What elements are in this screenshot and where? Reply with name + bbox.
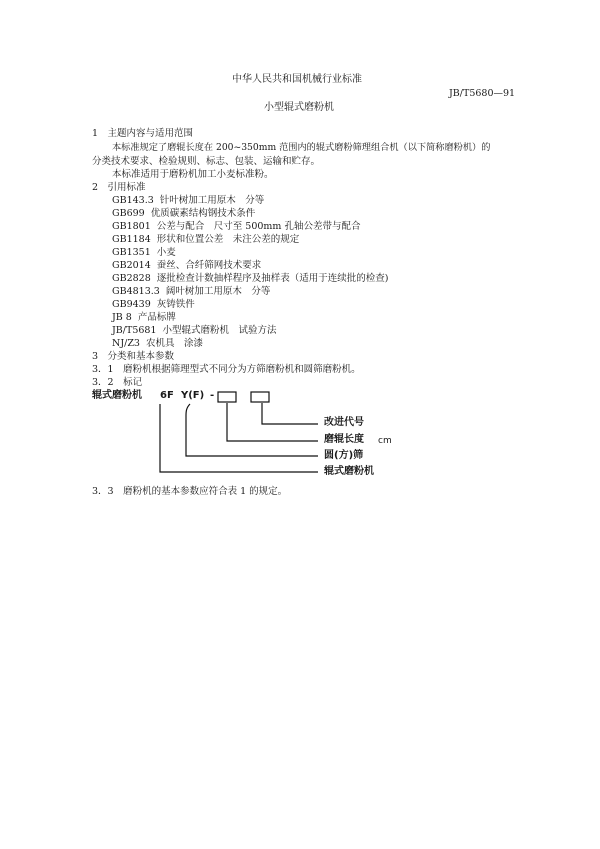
section-1-paragraph-2: 本标准适用于磨粉机加工小麦标准粉。 <box>112 169 274 180</box>
label-roll-length-unit: cm <box>378 436 392 446</box>
label-roller-mill: 辊式磨粉机 <box>324 466 374 477</box>
leader-line-roller-mill <box>160 404 318 472</box>
reference-code: JB/T5681 <box>112 325 157 336</box>
section-3-3: 3．3 磨粉机的基本参数应符合表 1 的规定。 <box>92 486 288 497</box>
standard-number: JB/T5680—91 <box>449 88 516 99</box>
reference-title: 公差与配合 尺寸至 500mm 孔轴公差带与配合 <box>156 221 361 232</box>
reference-code: GB9439 <box>112 299 151 310</box>
leader-line-improve-code <box>262 403 318 424</box>
reference-title: 针叶树加工用原木 分等 <box>159 195 265 206</box>
designation-dash: - <box>210 390 215 401</box>
leader-line-roll-length <box>227 403 318 441</box>
roll-length-box <box>251 392 269 402</box>
section-1-paragraph-line-1: 本标准规定了磨辊长度在 200~350mm 范围内的辊式磨粉筛理组合机（以下简称磨粉机）的 <box>112 142 491 153</box>
designation-code-yf: Y(F) <box>181 390 205 401</box>
section-3-heading: 3 分类和基本参数 <box>92 351 175 362</box>
reference-code: GB1351 <box>112 247 151 258</box>
reference-code: GB4813.3 <box>112 286 160 297</box>
document-title: 小型辊式磨粉机 <box>264 102 334 113</box>
section-2-heading: 2 引用标准 <box>92 182 146 193</box>
reference-title: 产品标牌 <box>137 312 176 323</box>
reference-code: GB1184 <box>112 234 151 245</box>
reference-code: GB2828 <box>112 273 151 284</box>
reference-code: JB 8 <box>112 312 132 323</box>
reference-title: 阔叶树加工用原木 分等 <box>165 286 271 297</box>
reference-code: NJ/Z3 <box>112 338 140 349</box>
section-1-paragraph-line-2: 分类技术要求、检验规则、标志、包装、运输和贮存。 <box>92 156 321 167</box>
label-round-square-sieve: 圆(方)筛 <box>324 450 364 461</box>
reference-code: GB143.3 <box>112 195 154 206</box>
reference-title: 优质碳素结构钢技术条件 <box>150 208 256 219</box>
designation-code-6f: 6F <box>160 390 174 401</box>
reference-title: 农机具 涂漆 <box>145 338 203 349</box>
label-improve-code: 改进代号 <box>324 417 364 428</box>
section-3-1: 3．1 磨粉机根据筛理型式不同分为方筛磨粉机和圆筛磨粉机。 <box>92 364 361 375</box>
reference-code: GB2014 <box>112 260 151 271</box>
designation-prefix: 辊式磨粉机 <box>92 390 142 401</box>
section-1-heading: 1 主题内容与适用范围 <box>92 128 194 139</box>
reference-title: 逐批检查计数抽样程序及抽样表（适用于连续批的检查) <box>156 273 389 284</box>
reference-title: 灰铸铁件 <box>156 299 195 310</box>
label-roll-length: 磨辊长度 <box>324 434 364 445</box>
section-3-2: 3．2 标记 <box>92 377 143 388</box>
reference-title: 小型辊式磨粉机 试验方法 <box>162 325 277 336</box>
reference-title: 小麦 <box>156 247 176 258</box>
improve-code-box <box>218 392 236 402</box>
reference-title: 形状和位置公差 未注公差的规定 <box>156 234 300 245</box>
reference-code: GB1801 <box>112 221 151 232</box>
leader-line-sieve-type <box>186 404 318 456</box>
industry-standard-title: 中华人民共和国机械行业标准 <box>232 74 362 85</box>
reference-code: GB699 <box>112 208 145 219</box>
reference-title: 蚕丝、合纤筛网技术要求 <box>156 260 262 271</box>
